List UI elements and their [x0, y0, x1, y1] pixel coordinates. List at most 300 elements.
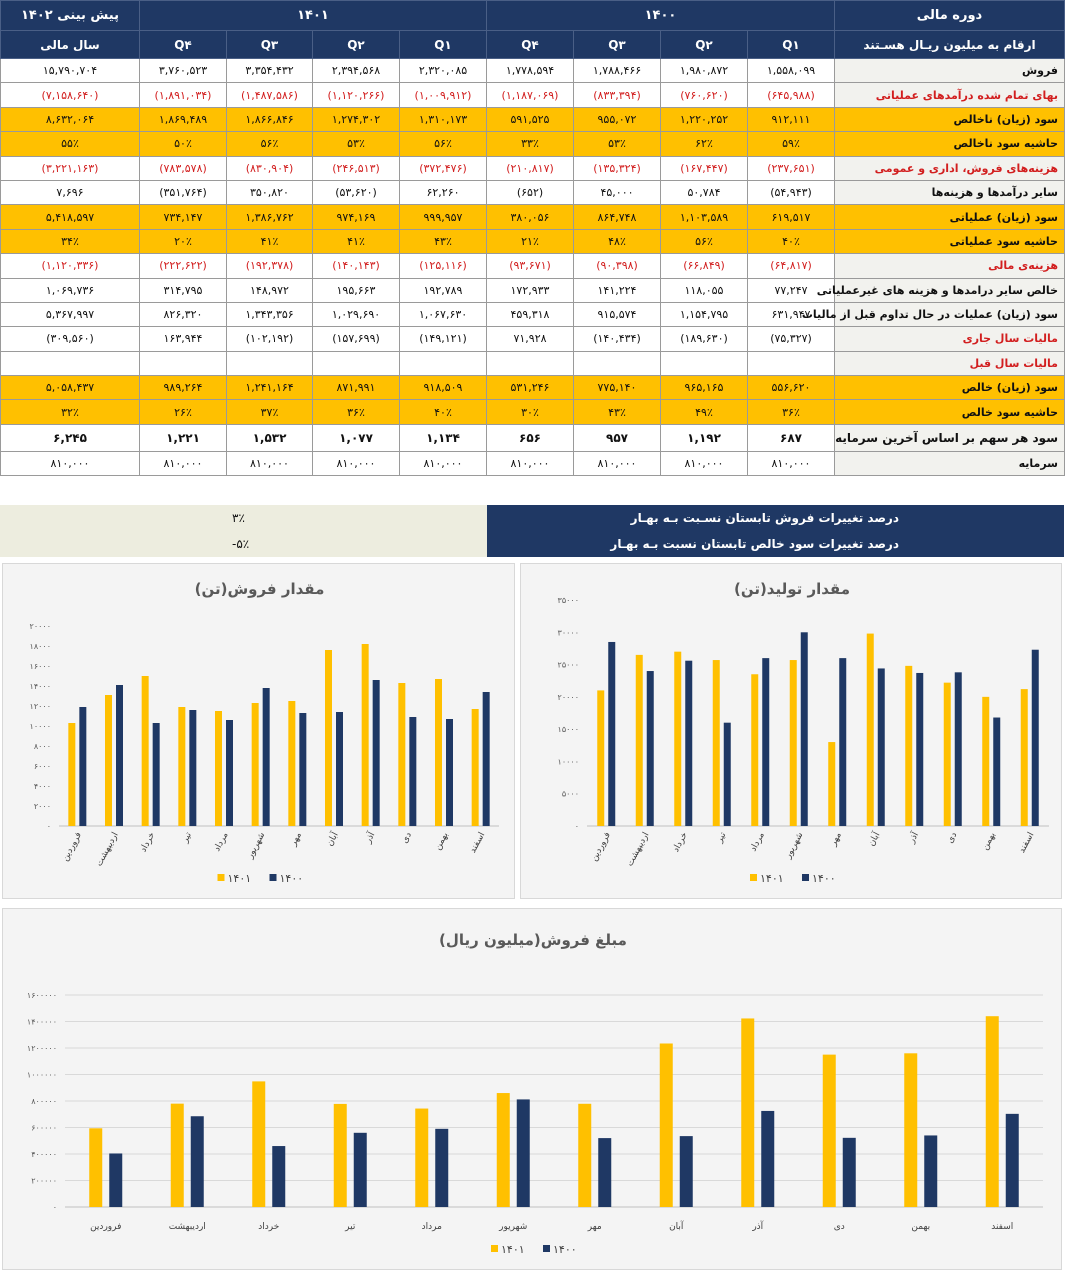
- row-label: حاشیه سود عملیاتی: [835, 229, 1065, 253]
- row-label: هزینه‌های فروش، اداری و عمومی: [835, 156, 1065, 180]
- legend-swatch-1401: [491, 1245, 498, 1252]
- cell-1400-q3: ۴۳٪: [574, 400, 661, 424]
- bar-1400: [761, 1111, 774, 1207]
- cell-1400-q4: (۱,۱۸۷,۰۶۹): [487, 83, 574, 107]
- header-year-1400: ۱۴۰۰: [487, 1, 835, 31]
- y-tick-label: ۱۵۰۰۰: [557, 725, 579, 735]
- y-tick-label: ۳۰۰۰۰: [557, 628, 579, 638]
- x-tick-label: اسفند: [991, 1222, 1014, 1232]
- y-tick-label: ۱۰۰۰۰: [557, 757, 579, 767]
- x-tick-label: خرداد: [671, 830, 690, 854]
- bar-1400: [955, 672, 962, 826]
- bar-1401: [398, 683, 405, 826]
- bar-1400: [109, 1153, 122, 1207]
- cell-1401-q1: ۴۰٪: [400, 400, 487, 424]
- table-row: [1, 59, 1065, 83]
- cell-1400-q3: ۸۱۰,۰۰۰: [574, 451, 661, 475]
- cell-1400-q4: (۶۵۲): [487, 180, 574, 204]
- table-row: [1, 327, 1065, 351]
- cell-1400-q2: ۶۲٪: [661, 132, 748, 156]
- cell-1401-q1: ۹۱۸,۵۰۹: [400, 376, 487, 400]
- x-tick-label: اردیبهشت: [168, 1222, 206, 1232]
- cell-1400-q3: ۹۱۵,۵۷۴: [574, 302, 661, 326]
- y-tick-label: ۶۰۰۰۰۰: [31, 1123, 57, 1133]
- bar-1401: [89, 1128, 102, 1207]
- cell-1400-q1: ۵۹٪: [748, 132, 835, 156]
- cell-1400-q4: ۱,۷۷۸,۵۹۴: [487, 59, 574, 83]
- bar-1401: [68, 723, 75, 826]
- x-tick-label: اسفند: [468, 830, 488, 855]
- cell-1400-q4: [487, 351, 574, 375]
- bar-1400: [79, 707, 86, 826]
- cell-1400-q1: (۶۴۵,۹۸۸): [748, 83, 835, 107]
- cell-1401-q2: ۴۱٪: [313, 229, 400, 253]
- chart-production-quantity: [520, 563, 1062, 899]
- bar-1401: [636, 655, 643, 826]
- cell-1400-q2: ۱۱۸,۰۵۵: [661, 278, 748, 302]
- bar-1401: [905, 666, 912, 826]
- cell-1401-q1: (۱۲۵,۱۱۶): [400, 254, 487, 278]
- row-label: هزینه‌ی مالی: [835, 254, 1065, 278]
- row-label: سود هر سهم بر اساس آخرین سرمایه: [835, 424, 1065, 451]
- x-tick-label: اسفند: [1017, 830, 1037, 855]
- cell-1400-q3: ۹۵۵,۰۷۲: [574, 107, 661, 131]
- cell-forecast: [1, 351, 140, 375]
- x-tick-label: مرداد: [748, 830, 767, 854]
- header-1401-q2: Q۲: [313, 31, 400, 59]
- bar-1400: [1006, 1114, 1019, 1207]
- cell-1400-q2: ۱,۱۹۲: [661, 424, 748, 451]
- y-tick-label: ۱۴۰۰۰: [29, 682, 51, 691]
- bar-1401: [597, 690, 604, 826]
- bar-1400: [446, 719, 453, 826]
- table-row: [1, 229, 1065, 253]
- cell-forecast: ۵,۰۵۸,۴۳۷: [1, 376, 140, 400]
- header-1400-q3: Q۳: [574, 31, 661, 59]
- bar-1401: [713, 660, 720, 826]
- table-row: [1, 132, 1065, 156]
- bar-1401: [171, 1104, 184, 1207]
- cell-forecast: (۷,۱۵۸,۶۴۰): [1, 83, 140, 107]
- cell-forecast: ۸,۶۳۲,۰۶۴: [1, 107, 140, 131]
- cell-1400-q1: (۶۴,۸۱۷): [748, 254, 835, 278]
- x-tick-label: فروردین: [60, 830, 84, 864]
- bar-1400: [1032, 650, 1039, 826]
- cell-1400-q1: (۷۵,۳۲۷): [748, 327, 835, 351]
- cell-1401-q1: ۹۹۹,۹۵۷: [400, 205, 487, 229]
- cell-forecast: ۷,۶۹۶: [1, 180, 140, 204]
- cell-1400-q4: ۴۵۹,۳۱۸: [487, 302, 574, 326]
- summary-label-sales: درصد تغییرات فروش تابستان نسـبت بـه بهـار: [630, 511, 899, 525]
- cell-1401-q2: ۹۷۴,۱۶۹: [313, 205, 400, 229]
- x-tick-label: خرداد: [258, 1222, 280, 1232]
- cell-1401-q2: [313, 351, 400, 375]
- cell-1401-q1: ۱,۳۱۰,۱۷۳: [400, 107, 487, 131]
- row-label: خالص سایر درامدها و هزینه های غیرعملیاتی: [835, 278, 1065, 302]
- y-tick-label: ۲۰۰۰۰۰: [31, 1176, 57, 1186]
- bar-1400: [680, 1136, 693, 1207]
- header-1400-q4: Q۴: [487, 31, 574, 59]
- summary-value-sales: ۳٪: [232, 511, 245, 525]
- cell-1401-q1: ۱۹۲,۷۸۹: [400, 278, 487, 302]
- bar-1400: [608, 642, 615, 826]
- cell-1401-q4: ۹۸۹,۲۶۴: [140, 376, 227, 400]
- bar-1401: [362, 644, 369, 826]
- y-tick-label: ۲۵۰۰۰: [557, 660, 579, 670]
- bar-1400: [272, 1146, 285, 1207]
- cell-forecast: (۳,۲۲۱,۱۶۳): [1, 156, 140, 180]
- cell-forecast: ۳۴٪: [1, 229, 140, 253]
- cell-1401-q3: ۱۴۸,۹۷۲: [227, 278, 313, 302]
- cell-1401-q4: ۸۲۶,۳۲۰: [140, 302, 227, 326]
- bar-1401: [867, 634, 874, 826]
- cell-1401-q4: ۲۰٪: [140, 229, 227, 253]
- y-tick-label: ۱۸۰۰۰: [29, 642, 51, 651]
- cell-1400-q3: ۱,۷۸۸,۴۶۶: [574, 59, 661, 83]
- legend-swatch-1401: [750, 874, 757, 881]
- header-1401-q3: Q۳: [227, 31, 313, 59]
- bar-1400: [189, 710, 196, 826]
- bar-1400: [598, 1138, 611, 1207]
- cell-forecast: (۳۰۹,۵۶۰): [1, 327, 140, 351]
- cell-1400-q1: ۱,۵۵۸,۰۹۹: [748, 59, 835, 83]
- y-tick-label: ۲۰۰۰: [33, 802, 51, 811]
- chart-production-quantity-svg: [521, 564, 1063, 900]
- table-header-years: [1, 1, 1065, 31]
- x-tick-label: شهریور: [783, 830, 806, 861]
- cell-1400-q4: ۵۹۱,۵۲۵: [487, 107, 574, 131]
- y-tick-label: ۴۰۰۰: [33, 782, 51, 791]
- table-row: [1, 180, 1065, 204]
- cell-forecast: ۳۲٪: [1, 400, 140, 424]
- cell-1400-q2: (۶۶,۸۴۹): [661, 254, 748, 278]
- cell-1401-q1: ۴۳٪: [400, 229, 487, 253]
- cell-1401-q2: (۱۴۰,۱۴۳): [313, 254, 400, 278]
- bar-1400: [409, 717, 416, 826]
- cell-1400-q2: [661, 351, 748, 375]
- row-label: سود (زیان) عملیاتی: [835, 205, 1065, 229]
- bar-1400: [435, 1129, 448, 1207]
- x-tick-label: آبان: [866, 830, 883, 849]
- bar-1401: [105, 695, 112, 826]
- row-label: سود (زیان) عملیات در حال تداوم قبل از مالیات: [835, 302, 1065, 326]
- bar-1401: [252, 1081, 265, 1207]
- cell-1401-q2: ۱,۰۲۹,۶۹۰: [313, 302, 400, 326]
- table-row: [1, 254, 1065, 278]
- cell-1400-q2: ۹۶۵,۱۶۵: [661, 376, 748, 400]
- cell-1401-q1: ۱,۱۳۴: [400, 424, 487, 451]
- header-year-1401: ۱۴۰۱: [140, 1, 487, 31]
- summary-values: [0, 505, 487, 557]
- bar-1401: [1021, 689, 1028, 826]
- cell-1401-q3: ۱,۲۴۱,۱۶۴: [227, 376, 313, 400]
- cell-1400-q2: ۱,۹۸۰,۸۷۲: [661, 59, 748, 83]
- x-tick-label: فروردین: [90, 1222, 122, 1232]
- chart-sales-amount: [2, 908, 1062, 1270]
- bar-1401: [660, 1043, 673, 1207]
- cell-1401-q1: (۳۷۲,۴۷۶): [400, 156, 487, 180]
- y-tick-label: ۱۶۰۰۰۰۰: [26, 991, 57, 1000]
- bar-1400: [263, 688, 270, 826]
- cell-1401-q2: (۱,۱۲۰,۲۶۶): [313, 83, 400, 107]
- cell-1401-q3: ۴۱٪: [227, 229, 313, 253]
- y-tick-label: ۰: [46, 822, 51, 831]
- cell-1401-q3: [227, 351, 313, 375]
- cell-1400-q2: ۱,۱۰۳,۵۸۹: [661, 205, 748, 229]
- bar-1401: [325, 650, 332, 826]
- x-tick-label: مهر: [288, 830, 304, 848]
- cell-1401-q1: ۲,۳۲۰,۰۸۵: [400, 59, 487, 83]
- bar-1400: [483, 692, 490, 826]
- cell-1401-q2: ۲,۳۹۴,۵۶۸: [313, 59, 400, 83]
- table-row: [1, 400, 1065, 424]
- cell-1401-q1: (۱۴۹,۱۲۱): [400, 327, 487, 351]
- chart-sales-quantity-svg: [3, 564, 516, 900]
- summary-label-net-profit: درصد تغییرات سود خالص تابستان نسبت بـه بهـار: [610, 537, 899, 551]
- cell-1400-q3: (۹۰,۳۹۸): [574, 254, 661, 278]
- row-label: بهای تمام شده درآمدهای عملیاتی: [835, 83, 1065, 107]
- header-fiscal-year: سال مالی: [1, 31, 140, 59]
- legend-label: ۱۴۰۰: [553, 1243, 577, 1256]
- x-tick-label: آبان: [669, 1222, 684, 1232]
- cell-1401-q2: (۲۴۶,۵۱۳): [313, 156, 400, 180]
- cell-1400-q4: ۳۸۰,۰۵۶: [487, 205, 574, 229]
- cell-1401-q2: ۸۱۰,۰۰۰: [313, 451, 400, 475]
- summary-labels: [487, 505, 1064, 557]
- x-tick-label: فروردین: [589, 830, 613, 864]
- cell-1400-q3: ۴۵,۰۰۰: [574, 180, 661, 204]
- cell-1401-q4: ۷۳۴,۱۴۷: [140, 205, 227, 229]
- cell-1401-q3: ۵۶٪: [227, 132, 313, 156]
- cell-1401-q3: (۱,۴۸۷,۵۸۶): [227, 83, 313, 107]
- cell-forecast: ۵,۴۱۸,۵۹۷: [1, 205, 140, 229]
- y-tick-label: ۱۴۰۰۰۰۰: [26, 1017, 57, 1027]
- chart-title: مقدار تولید(تن): [733, 580, 851, 598]
- cell-forecast: ۸۱۰,۰۰۰: [1, 451, 140, 475]
- change-summary: [0, 505, 1064, 557]
- y-tick-label: ۵۰۰۰: [561, 789, 579, 799]
- cell-1401-q2: ۱,۲۷۴,۳۰۲: [313, 107, 400, 131]
- y-tick-label: ۱۲۰۰۰۰۰: [26, 1044, 57, 1053]
- cell-1401-q2: ۳۶٪: [313, 400, 400, 424]
- table-row: [1, 83, 1065, 107]
- cell-1401-q3: (۸۳۰,۹۰۴): [227, 156, 313, 180]
- table-row: [1, 107, 1065, 131]
- cell-1401-q1: ۵۶٪: [400, 132, 487, 156]
- x-tick-label: بهمن: [433, 830, 451, 852]
- header-unit-note: ارقام به میلیون ریـال هسـتند: [835, 31, 1065, 59]
- x-tick-label: مهر: [828, 830, 844, 848]
- bar-1400: [685, 661, 692, 826]
- cell-1401-q4: ۳,۷۶۰,۵۲۳: [140, 59, 227, 83]
- bar-1400: [116, 685, 123, 826]
- cell-forecast: (۱,۱۲۰,۳۳۶): [1, 254, 140, 278]
- cell-1400-q2: (۷۶۰,۶۲۰): [661, 83, 748, 107]
- bar-1401: [674, 652, 681, 826]
- legend-label: ۱۴۰۱: [501, 1243, 525, 1256]
- chart-sales-amount-svg: [3, 909, 1063, 1271]
- cell-1400-q4: ۵۳۱,۲۴۶: [487, 376, 574, 400]
- table-body: [1, 59, 1065, 476]
- cell-1401-q3: ۱,۸۶۶,۸۴۶: [227, 107, 313, 131]
- cell-1400-q2: ۱,۲۲۰,۲۵۲: [661, 107, 748, 131]
- legend-label: ۱۴۰۰: [279, 872, 304, 885]
- x-tick-label: تیر: [714, 830, 729, 845]
- bar-1401: [790, 660, 797, 826]
- cell-1400-q1: ۵۵۶,۶۲۰: [748, 376, 835, 400]
- cell-1400-q1: [748, 351, 835, 375]
- table-row: [1, 424, 1065, 451]
- legend-swatch-1400: [270, 874, 277, 881]
- bar-1401: [178, 707, 185, 826]
- x-tick-label: تیر: [345, 1222, 356, 1232]
- x-tick-label: تیر: [180, 830, 194, 845]
- cell-1400-q3: ۴۸٪: [574, 229, 661, 253]
- cell-1401-q4: ۱,۸۶۹,۴۸۹: [140, 107, 227, 131]
- cell-1400-q2: ۸۱۰,۰۰۰: [661, 451, 748, 475]
- cell-1400-q4: ۱۷۲,۹۳۳: [487, 278, 574, 302]
- cell-1400-q4: ۳۳٪: [487, 132, 574, 156]
- cell-1401-q4: ۳۱۴,۷۹۵: [140, 278, 227, 302]
- bar-1401: [986, 1016, 999, 1207]
- header-1400-q1: Q۱: [748, 31, 835, 59]
- legend-swatch-1401: [218, 874, 225, 881]
- cell-1401-q2: ۱۹۵,۶۶۳: [313, 278, 400, 302]
- cell-1401-q4: [140, 351, 227, 375]
- bar-1401: [288, 701, 295, 826]
- cell-1400-q3: ۸۶۴,۷۴۸: [574, 205, 661, 229]
- bar-1400: [801, 632, 808, 826]
- bar-1400: [878, 668, 885, 826]
- table-row: [1, 278, 1065, 302]
- x-tick-label: بهمن: [980, 830, 998, 852]
- row-label: سود (زیان) خالص: [835, 376, 1065, 400]
- cell-1400-q2: ۵۶٪: [661, 229, 748, 253]
- cell-1401-q3: ۱,۵۳۲: [227, 424, 313, 451]
- cell-1400-q3: (۸۳۳,۳۹۴): [574, 83, 661, 107]
- bar-1401: [215, 711, 222, 826]
- x-tick-label: دی: [833, 1222, 845, 1232]
- cell-1400-q4: (۹۳,۶۷۱): [487, 254, 574, 278]
- cell-1400-q1: ۶۳۱,۹۴۷: [748, 302, 835, 326]
- cell-1400-q2: ۵۰,۷۸۴: [661, 180, 748, 204]
- row-label: حاشیه سود خالص: [835, 400, 1065, 424]
- table-row: [1, 205, 1065, 229]
- row-label: سرمایه: [835, 451, 1065, 475]
- cell-1400-q2: (۱۸۹,۶۳۰): [661, 327, 748, 351]
- bar-1401: [751, 674, 758, 826]
- x-tick-label: شهریور: [245, 830, 268, 861]
- y-tick-label: ۱۶۰۰۰: [29, 662, 51, 671]
- chart-sales-quantity: [2, 563, 515, 899]
- row-label: فروش: [835, 59, 1065, 83]
- bar-1400: [843, 1138, 856, 1207]
- y-tick-label: ۸۰۰۰۰۰: [31, 1097, 57, 1106]
- x-tick-label: دی: [945, 830, 960, 846]
- cell-1400-q3: ۵۳٪: [574, 132, 661, 156]
- x-tick-label: مرداد: [421, 1222, 442, 1232]
- cell-1401-q1: ۶۲,۲۶۰: [400, 180, 487, 204]
- cell-1400-q1: ۳۶٪: [748, 400, 835, 424]
- row-label: سود (زیان) ناخالص: [835, 107, 1065, 131]
- cell-1401-q2: ۱,۰۷۷: [313, 424, 400, 451]
- cell-1401-q2: (۱۵۷,۶۹۹): [313, 327, 400, 351]
- cell-1400-q4: ۷۱,۹۲۸: [487, 327, 574, 351]
- header-forecast: پیش بینی ۱۴۰۲: [1, 1, 140, 31]
- cell-1401-q1: [400, 351, 487, 375]
- cell-1401-q2: ۵۳٪: [313, 132, 400, 156]
- y-tick-label: ۱۲۰۰۰: [29, 702, 51, 711]
- cell-1400-q3: ۹۵۷: [574, 424, 661, 451]
- header-1401-q4: Q۴: [140, 31, 227, 59]
- bar-1401: [741, 1018, 754, 1207]
- cell-1401-q3: ۳۵۰,۸۲۰: [227, 180, 313, 204]
- cell-1401-q4: (۲۲۲,۶۲۲): [140, 254, 227, 278]
- cell-1401-q2: (۵۳,۶۲۰): [313, 180, 400, 204]
- legend-swatch-1400: [802, 874, 809, 881]
- bar-1401: [142, 676, 149, 826]
- cell-1400-q2: ۴۹٪: [661, 400, 748, 424]
- cell-1401-q4: ۸۱۰,۰۰۰: [140, 451, 227, 475]
- legend-swatch-1400: [543, 1245, 550, 1252]
- cell-1400-q1: ۶۱۹,۵۱۷: [748, 205, 835, 229]
- x-tick-label: مرداد: [212, 830, 231, 854]
- cell-1400-q1: (۵۴,۹۴۳): [748, 180, 835, 204]
- cell-1401-q4: ۱۶۳,۹۴۴: [140, 327, 227, 351]
- cell-1401-q3: ۳۷٪: [227, 400, 313, 424]
- x-tick-label: آذر: [906, 830, 921, 845]
- bar-1401: [904, 1053, 917, 1207]
- cell-1400-q3: [574, 351, 661, 375]
- cell-forecast: ۵,۳۶۷,۹۹۷: [1, 302, 140, 326]
- bar-1400: [191, 1116, 204, 1207]
- cell-1400-q4: ۲۱٪: [487, 229, 574, 253]
- bar-1401: [828, 742, 835, 826]
- bar-1400: [373, 680, 380, 826]
- cell-forecast: ۵۵٪: [1, 132, 140, 156]
- table-row: [1, 376, 1065, 400]
- y-tick-label: ۲۰۰۰۰: [29, 622, 51, 631]
- bar-1400: [299, 713, 306, 826]
- cell-1401-q4: ۱,۲۲۱: [140, 424, 227, 451]
- cell-1401-q2: ۸۷۱,۹۹۱: [313, 376, 400, 400]
- table-row: [1, 351, 1065, 375]
- y-tick-label: ۴۰۰۰۰۰: [31, 1150, 57, 1159]
- cell-1401-q3: ۸۱۰,۰۰۰: [227, 451, 313, 475]
- row-label: مالیات سال جاری: [835, 327, 1065, 351]
- bar-1400: [226, 720, 233, 826]
- cell-1400-q1: ۴۰٪: [748, 229, 835, 253]
- cell-1400-q3: (۱۴۰,۴۳۴): [574, 327, 661, 351]
- bar-1400: [517, 1099, 530, 1207]
- table-row: [1, 156, 1065, 180]
- bar-1401: [415, 1109, 428, 1207]
- cell-1400-q3: (۱۳۵,۳۲۴): [574, 156, 661, 180]
- y-tick-label: ۲۰۰۰۰: [557, 692, 579, 702]
- cell-1400-q4: ۳۰٪: [487, 400, 574, 424]
- bar-1400: [993, 718, 1000, 826]
- cell-1400-q3: ۷۷۵,۱۴۰: [574, 376, 661, 400]
- x-tick-label: بهمن: [911, 1222, 931, 1232]
- row-label: مالیات سال قبل: [835, 351, 1065, 375]
- bar-1400: [354, 1133, 367, 1207]
- row-label: سایر درآمدها و هزینه‌ها: [835, 180, 1065, 204]
- y-tick-label: ۱۰۰۰۰۰۰: [26, 1070, 57, 1080]
- cell-1400-q2: ۱,۱۵۴,۷۹۵: [661, 302, 748, 326]
- summary-value-net-profit: -۵٪: [232, 537, 250, 551]
- bar-1401: [435, 679, 442, 826]
- bar-1401: [252, 703, 259, 826]
